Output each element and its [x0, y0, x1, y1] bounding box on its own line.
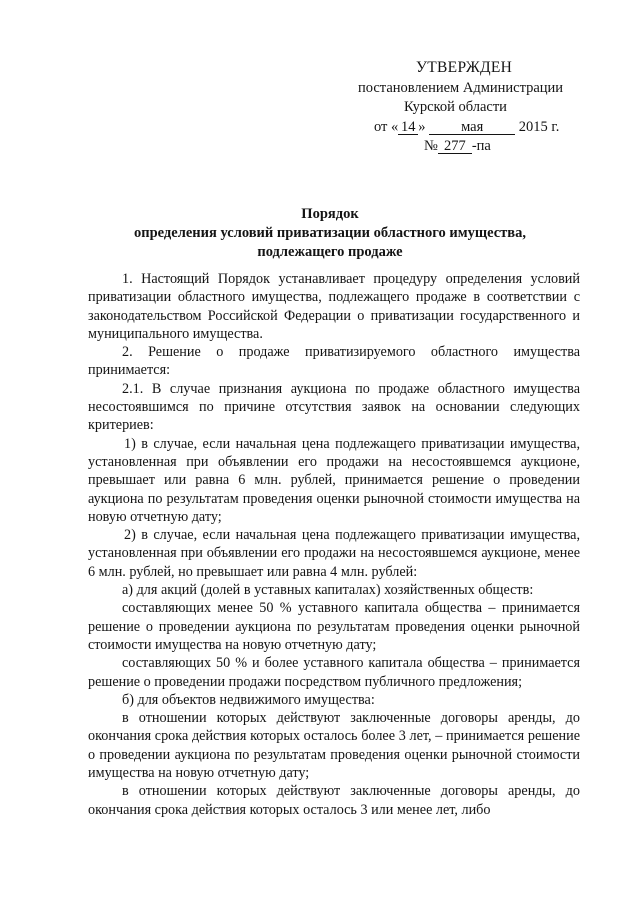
approval-region: Курской области — [404, 99, 507, 115]
paragraph-lease-3-or-less: в отношении которых действуют заключенные договоры аренды, до окончания срока действия которых осталось 3 или менее лет, либо — [88, 783, 580, 818]
paragraph-criterion-1: 1) в случае, если начальная цена подлежащего приватизации имущества, установленная при объявлении его продажи на несостоявшемся аукционе, превышает или равна 6 млн. рублей, принимается решение о проведении аукциона по результатам проведения оценки рыночной стоимости имущества на новую отчетную дату; — [88, 435, 580, 525]
paragraph-lease-over-3: в отношении которых действуют заключенные договоры аренды, до окончания срока действия которых осталось более 3 лет, – принимается решение о проведении аукциона по результатам проведения оценки рыночной стоимости имущества на новую отчетную дату; — [88, 710, 580, 782]
number-suffix: -па — [471, 138, 491, 154]
number-prefix: № — [424, 138, 438, 154]
title-line-1: Порядок — [301, 206, 359, 222]
date-prefix: от « — [374, 119, 399, 135]
date-mid: » — [418, 119, 426, 135]
paragraph-shares: а) для акций (долей в уставных капиталах) хозяйственных обществ: — [122, 582, 534, 599]
number-value: 277 — [438, 139, 472, 154]
approval-authority: постановлением Администрации — [358, 80, 564, 96]
document-body — [88, 270, 580, 819]
paragraph-1: 1. Настоящий Порядок устанавливает процедуру определения условий приватизации областного имущества, подлежащего продаже в соответствии с законодательством Российской Федерации о приватизации государственного и муниципального имущества. — [88, 271, 580, 342]
date-month: мая — [429, 120, 515, 135]
date-day: 14 — [398, 120, 418, 135]
paragraph-real-estate: б) для объектов недвижимого имущества: — [122, 691, 375, 708]
title-line-3: подлежащего продаже — [257, 244, 403, 260]
approval-date — [374, 118, 559, 137]
date-year: 2015 г. — [518, 119, 560, 135]
approval-number — [424, 137, 491, 156]
document-title — [60, 205, 600, 262]
paragraph-2: 2. Решение о продаже приватизируемого областного имущества принимается: — [88, 344, 580, 379]
title-line-2: определения условий приватизации областного имущества, — [134, 225, 526, 241]
paragraph-2-1: 2.1. В случае признания аукциона по продаже областного имущества несостоявшимся по причине отсутствия заявок на основании следующих критериев: — [88, 380, 580, 434]
paragraph-shares-50-plus: составляющих 50 % и более уставного капитала общества – принимается решение о проведении продажи посредством публичного предложения; — [88, 655, 580, 690]
paragraph-shares-under-50: составляющих менее 50 % уставного капитала общества – принимается решение о проведении аукциона по результатам проведения оценки рыночной стоимости имущества на новую отчетную дату; — [88, 600, 580, 653]
approval-title: УТВЕРЖДЕН — [416, 59, 513, 76]
paragraph-criterion-2: 2) в случае, если начальная цена подлежащего приватизации имущества, установленная при объявлении его продажи на несостоявшемся аукционе, менее 6 млн. рублей, но превышает или равна 4 млн. рублей: — [88, 527, 580, 580]
